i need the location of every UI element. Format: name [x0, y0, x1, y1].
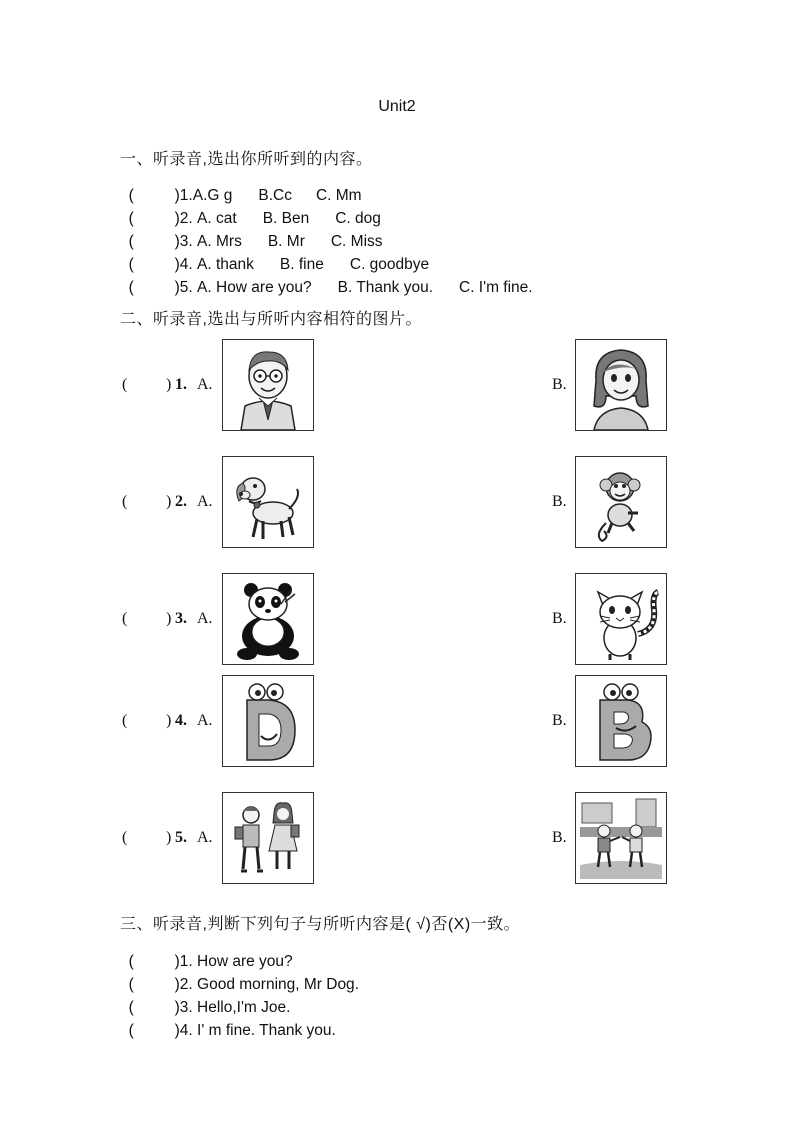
sentence: 3. Hello,I'm Joe.	[179, 999, 291, 1016]
option-a: A. How are you?	[197, 279, 312, 296]
sentence: 4. I' m fine. Thank you.	[179, 1022, 336, 1039]
panda-icon	[223, 574, 313, 664]
answer-blank[interactable]: (	[122, 493, 128, 510]
option-a-picture[interactable]	[222, 339, 314, 431]
option-b-picture[interactable]	[575, 675, 667, 767]
option-b: B. fine	[279, 256, 324, 273]
option-a: A. cat	[197, 210, 237, 227]
section-1-item: ( )5. A. How are you? B. Thank you. C. I'm fine.	[128, 279, 533, 296]
sentence: 2. Good morning, Mr Dog.	[179, 976, 359, 993]
answer-blank[interactable]: (	[128, 999, 134, 1016]
option-b-picture[interactable]	[575, 339, 667, 431]
option-a-picture[interactable]	[222, 675, 314, 767]
option-c: C. goodbye	[349, 256, 430, 273]
section-3-item: ( )2. Good morning, Mr Dog.	[128, 976, 359, 993]
monkey-icon	[576, 457, 666, 547]
option-a-picture[interactable]	[222, 456, 314, 548]
section-3-item: ( )4. I' m fine. Thank you.	[128, 1022, 336, 1039]
option-a-label: A.	[197, 493, 213, 510]
option-a-label: A.	[197, 829, 213, 846]
option-c: C. I'm fine.	[459, 279, 533, 296]
option-a: A.G g	[192, 187, 233, 204]
section-1-item: ( )2. A. cat B. Ben C. dog	[128, 210, 381, 227]
answer-blank[interactable]: (	[128, 976, 134, 993]
section-2-heading: 二、听录音,选出与所听内容相符的图片。	[120, 311, 422, 328]
dog-icon	[223, 457, 313, 547]
man-with-glasses-icon	[223, 340, 313, 430]
option-a-picture[interactable]	[222, 792, 314, 884]
answer-blank[interactable]: (	[128, 279, 134, 296]
option-b-picture[interactable]	[575, 573, 667, 665]
girl-face-icon	[576, 340, 666, 430]
section-1-item: ( )3. A. Mrs B. Mr C. Miss	[128, 233, 383, 250]
section-1-heading: 一、听录音,选出你所听到的内容。	[120, 151, 373, 168]
option-b: B. Ben	[262, 210, 310, 227]
option-c: C. Mm	[315, 187, 362, 204]
section-1-item: ( )1.A.G g B.Cc C. Mm	[128, 187, 362, 204]
answer-blank[interactable]: (	[128, 1022, 134, 1039]
answer-blank[interactable]: (	[128, 953, 134, 970]
answer-blank[interactable]: (	[122, 712, 128, 729]
letter-b-character-icon	[576, 676, 666, 766]
boy-and-girl-with-bags-icon	[223, 793, 313, 883]
answer-blank[interactable]: (	[122, 829, 128, 846]
answer-blank[interactable]: (	[128, 256, 134, 273]
option-a-label: A.	[197, 610, 213, 627]
option-b-label: B.	[552, 712, 567, 729]
sentence: 1. How are you?	[179, 953, 293, 970]
option-b-label: B.	[552, 610, 567, 627]
cat-icon	[576, 574, 666, 664]
option-b: B. Thank you.	[337, 279, 433, 296]
option-b-label: B.	[552, 829, 567, 846]
answer-blank[interactable]: (	[122, 610, 128, 627]
option-b-label: B.	[552, 376, 567, 393]
option-b-picture[interactable]	[575, 792, 667, 884]
option-b: B. Mr	[267, 233, 305, 250]
children-greeting-icon	[576, 793, 666, 883]
answer-blank[interactable]: (	[122, 376, 128, 393]
section-3-heading: 三、听录音,判断下列句子与所听内容是( √)否(X)一致。	[120, 916, 521, 933]
option-b-picture[interactable]	[575, 456, 667, 548]
option-a-label: A.	[197, 376, 213, 393]
section-1-item: ( )4. A. thank B. fine C. goodbye	[128, 256, 430, 273]
option-a: A. Mrs	[197, 233, 242, 250]
option-a: A. thank	[197, 256, 254, 273]
option-a-label: A.	[197, 712, 213, 729]
option-a-picture[interactable]	[222, 573, 314, 665]
answer-blank[interactable]: (	[128, 233, 134, 250]
option-c: C. Miss	[330, 233, 383, 250]
section-3-item: ( )1. How are you?	[128, 953, 293, 970]
letter-d-character-icon	[223, 676, 313, 766]
answer-blank[interactable]: (	[128, 187, 134, 204]
section-3-item: ( )3. Hello,I'm Joe.	[128, 999, 291, 1016]
page-title: Unit2	[378, 98, 416, 115]
option-c: C. dog	[335, 210, 381, 227]
answer-blank[interactable]: (	[128, 210, 134, 227]
option-b-label: B.	[552, 493, 567, 510]
option-b: B.Cc	[258, 187, 292, 204]
